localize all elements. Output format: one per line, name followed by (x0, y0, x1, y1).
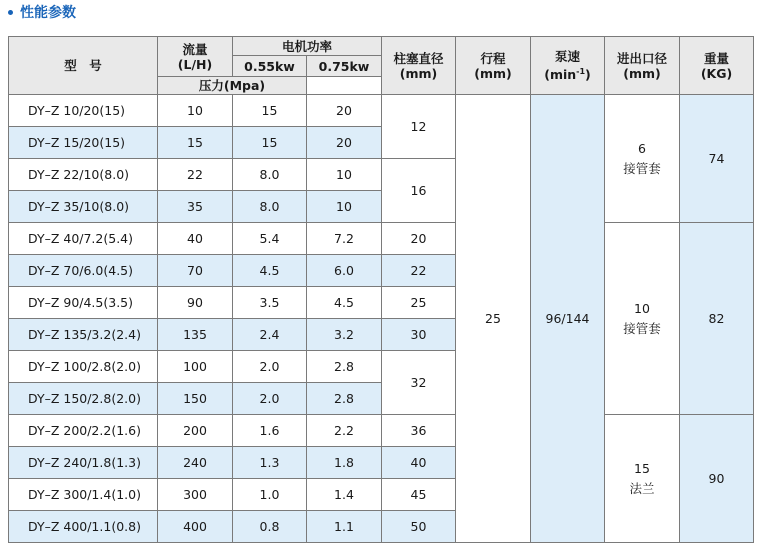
pressure-075-cell: 4.5 (307, 287, 382, 319)
pressure-075-cell: 6.0 (307, 255, 382, 287)
header-pressure: 压力(Mpa) (158, 77, 307, 95)
pressure-055-cell: 8.0 (233, 159, 307, 191)
pump-speed-cell: 96/144 (531, 95, 605, 543)
pressure-075-cell: 2.8 (307, 351, 382, 383)
pressure-075-cell: 2.2 (307, 415, 382, 447)
model-cell: DY–Z 300/1.4(1.0) (9, 479, 158, 511)
model-cell: DY–Z 22/10(8.0) (9, 159, 158, 191)
flow-cell: 10 (158, 95, 233, 127)
pressure-055-cell: 0.8 (233, 511, 307, 543)
plunger-cell: 30 (382, 319, 456, 351)
flow-cell: 240 (158, 447, 233, 479)
weight-cell: 90 (680, 415, 754, 543)
model-cell: DY–Z 400/1.1(0.8) (9, 511, 158, 543)
plunger-cell: 36 (382, 415, 456, 447)
plunger-cell: 12 (382, 95, 456, 159)
section-heading (6, 3, 76, 21)
table-row (9, 95, 754, 127)
pressure-055-cell: 8.0 (233, 191, 307, 223)
model-cell: DY–Z 35/10(8.0) (9, 191, 158, 223)
model-cell: DY–Z 150/2.8(2.0) (9, 383, 158, 415)
plunger-cell: 22 (382, 255, 456, 287)
header-port: 进出口径 (mm) (605, 37, 680, 95)
table-header (9, 37, 754, 95)
flow-cell: 150 (158, 383, 233, 415)
port-cell: 10 接管套 (605, 223, 680, 415)
table-body (9, 95, 754, 543)
plunger-cell: 40 (382, 447, 456, 479)
flow-cell: 22 (158, 159, 233, 191)
table-row (9, 223, 754, 255)
flow-cell: 135 (158, 319, 233, 351)
performance-table (8, 36, 754, 543)
plunger-cell: 16 (382, 159, 456, 223)
port-cell: 15 法兰 (605, 415, 680, 543)
model-cell: DY–Z 200/2.2(1.6) (9, 415, 158, 447)
pressure-055-cell: 1.6 (233, 415, 307, 447)
pressure-075-cell: 1.1 (307, 511, 382, 543)
plunger-cell: 32 (382, 351, 456, 415)
model-cell: DY–Z 100/2.8(2.0) (9, 351, 158, 383)
pressure-055-cell: 15 (233, 127, 307, 159)
header-motor-power: 电机功率 (233, 37, 382, 56)
weight-cell: 82 (680, 223, 754, 415)
pressure-075-cell: 3.2 (307, 319, 382, 351)
header-weight: 重量 (KG) (680, 37, 754, 95)
flow-cell: 400 (158, 511, 233, 543)
model-cell: DY–Z 10/20(15) (9, 95, 158, 127)
pressure-075-cell: 2.8 (307, 383, 382, 415)
pressure-055-cell: 2.0 (233, 351, 307, 383)
model-cell: DY–Z 135/3.2(2.4) (9, 319, 158, 351)
flow-cell: 100 (158, 351, 233, 383)
table-row (9, 415, 754, 447)
flow-cell: 300 (158, 479, 233, 511)
header-power-075: 0.75kw (307, 56, 382, 77)
weight-cell: 74 (680, 95, 754, 223)
pressure-075-cell: 1.8 (307, 447, 382, 479)
section-title: 性能参数 (20, 5, 76, 21)
pressure-055-cell: 1.3 (233, 447, 307, 479)
plunger-cell: 20 (382, 223, 456, 255)
header-pump-speed: 泵速 $(\min^{-1})$ (531, 37, 605, 95)
pressure-075-cell: 1.4 (307, 479, 382, 511)
pressure-075-cell: 20 (307, 95, 382, 127)
header-flow: 流量 (L/H) (158, 37, 233, 77)
stroke-cell: 25 (456, 95, 531, 543)
header-power-055: 0.55kw (233, 56, 307, 77)
port-cell: 6 接管套 (605, 95, 680, 223)
plunger-cell: 25 (382, 287, 456, 319)
flow-cell: 90 (158, 287, 233, 319)
pressure-055-cell: 5.4 (233, 223, 307, 255)
plunger-cell: 50 (382, 511, 456, 543)
plunger-cell: 45 (382, 479, 456, 511)
flow-cell: 70 (158, 255, 233, 287)
model-cell: DY–Z 90/4.5(3.5) (9, 287, 158, 319)
pressure-075-cell: 7.2 (307, 223, 382, 255)
pressure-055-cell: 4.5 (233, 255, 307, 287)
flow-cell: 200 (158, 415, 233, 447)
pressure-055-cell: 15 (233, 95, 307, 127)
flow-cell: 15 (158, 127, 233, 159)
flow-cell: 35 (158, 191, 233, 223)
header-model: 型 号 (9, 37, 158, 95)
header-plunger: 柱塞直径 (mm) (382, 37, 456, 95)
pressure-075-cell: 10 (307, 159, 382, 191)
model-cell: DY–Z 240/1.8(1.3) (9, 447, 158, 479)
pressure-075-cell: 10 (307, 191, 382, 223)
pressure-055-cell: 3.5 (233, 287, 307, 319)
model-cell: DY–Z 70/6.0(4.5) (9, 255, 158, 287)
model-cell: DY–Z 15/20(15) (9, 127, 158, 159)
pressure-055-cell: 2.0 (233, 383, 307, 415)
pressure-055-cell: 2.4 (233, 319, 307, 351)
header-stroke: 行程 (mm) (456, 37, 531, 95)
flow-cell: 40 (158, 223, 233, 255)
pressure-075-cell: 20 (307, 127, 382, 159)
pressure-055-cell: 1.0 (233, 479, 307, 511)
bullet-icon (8, 10, 13, 15)
model-cell: DY–Z 40/7.2(5.4) (9, 223, 158, 255)
